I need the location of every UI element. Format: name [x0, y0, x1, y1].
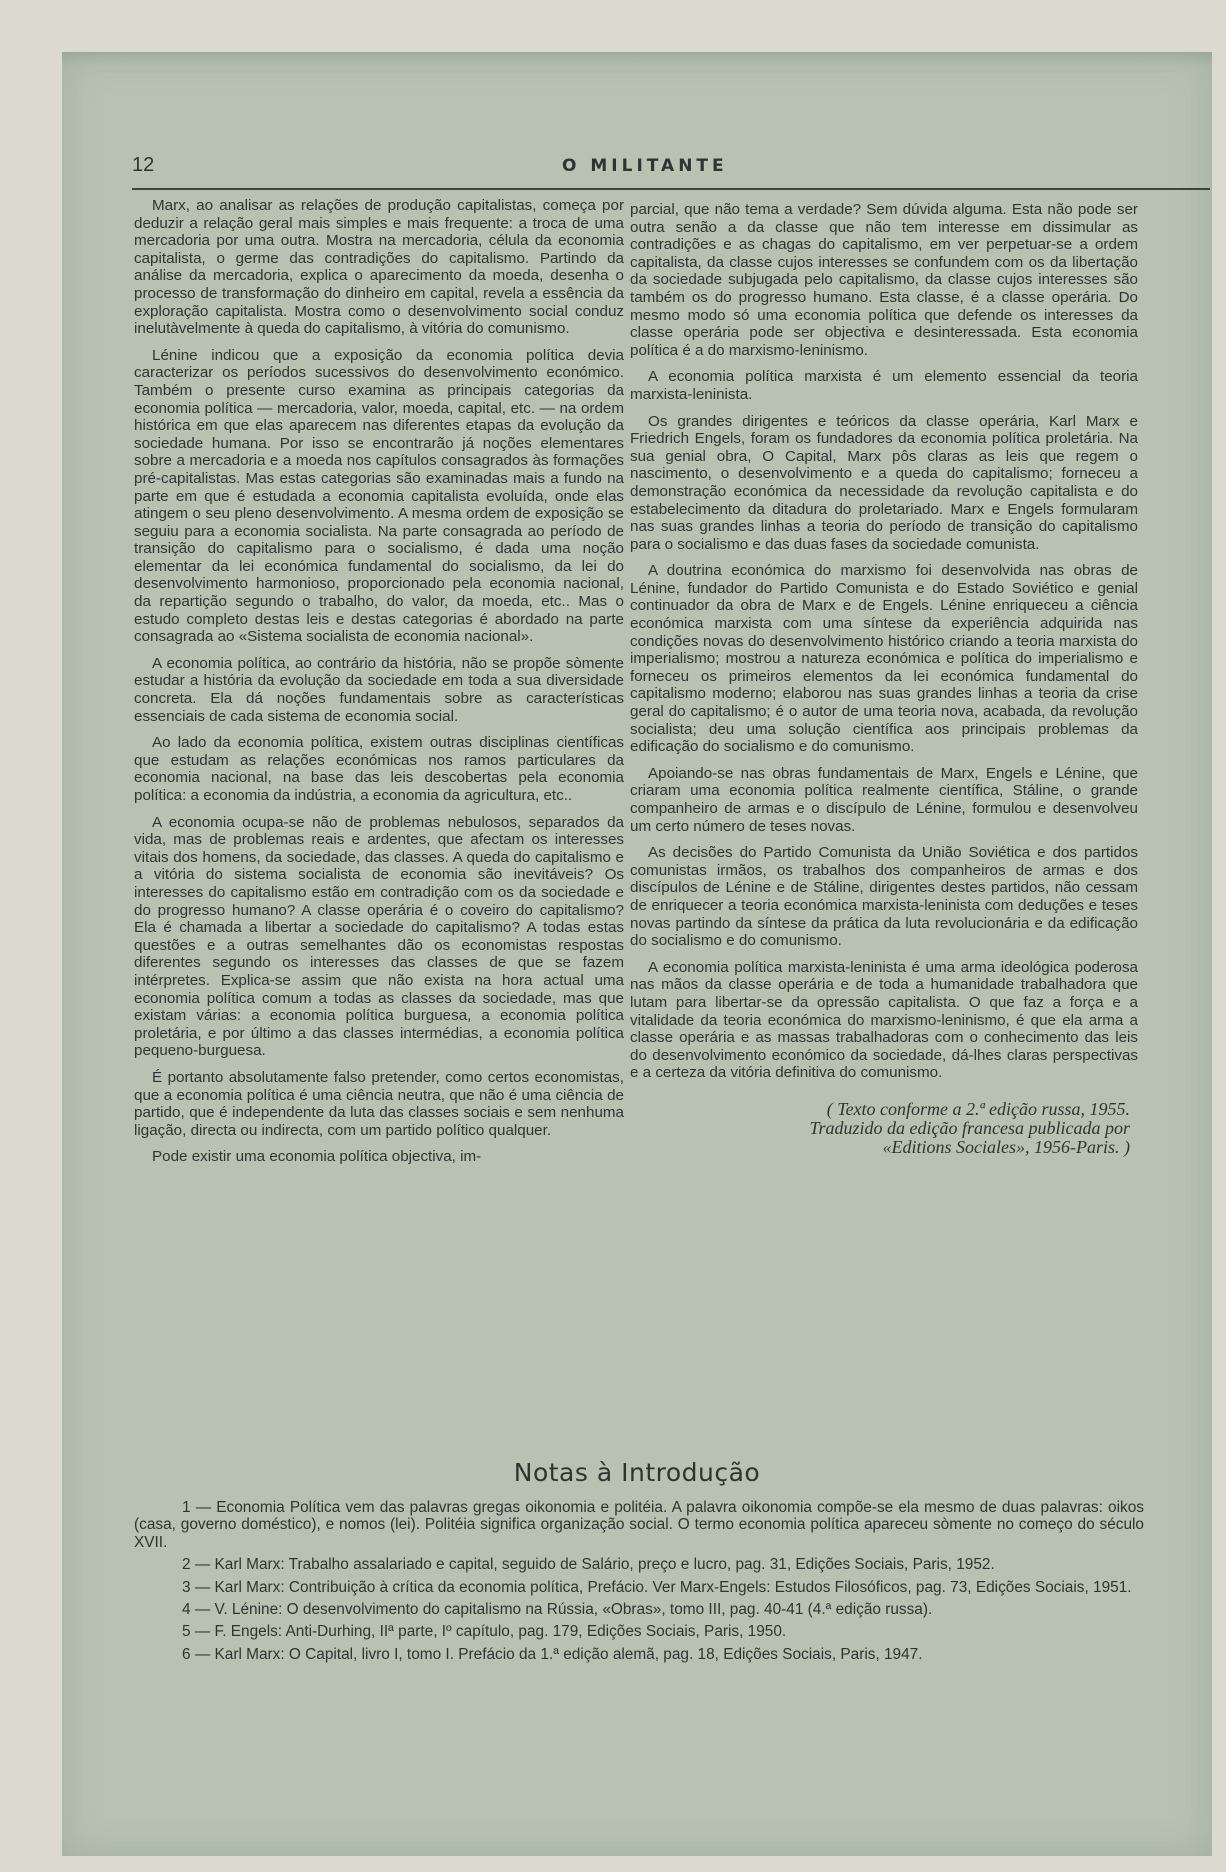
paragraph: As decisões do Partido Comunista da União Soviética e dos partidos comunistas irmãos, os trabalhos dos companheiros de armas e dos discípulos de Lénine e de Stáline, dirigentes destes partidos, não cessam de enriquecer a teoria económica marxista-leninista com deduções e teses novas partindo da síntese da prática da luta revolucionária e da edificação do socialismo e do comunismo.: [630, 844, 1138, 950]
paragraph: A economia política marxista é um elemento essencial da teoria marxista-leninista.: [630, 368, 1138, 403]
paragraph: A economia política, ao contrário da história, não se propõe sòmente estudar a história da evolução da sociedade em toda a sua diversidade concreta. Ela dá noções fundamentais sobre as características essenciais de cada sistema de economia social.: [134, 654, 624, 725]
source-note: [630, 1100, 1138, 1157]
note-item: 5 — F. Engels: Anti-Durhing, IIª parte, Iº capítulo, pag. 179, Edições Sociais, Paris, 1950.: [182, 1623, 787, 1641]
publication-title: O MILITANTE: [562, 156, 728, 176]
notes-list: [134, 1499, 1144, 1668]
header-rule: [132, 188, 1210, 190]
note-item: 1 — Economia Política vem das palavras gregas oikonomia e politéia. A palavra oikonomia compõe-se ela mesmo de duas palavras: oikos (casa, governo doméstico), e nomos (lei). Politéia significa organização social. O termo economia política apareceu sòmente no começo do século XVII.: [134, 1499, 1144, 1551]
source-note-line: ( Texto conforme a 2.ª edição russa, 1955.: [826, 1098, 1130, 1119]
source-note-line: «Editions Sociales», 1956-Paris. ): [882, 1136, 1130, 1157]
page-number: 12: [132, 154, 155, 176]
paragraph: Os grandes dirigentes e teóricos da classe operária, Karl Marx e Friedrich Engels, foram os fundadores da economia política proletária. Na sua genial obra, O Capital, Marx pôs claras as leis que regem o nascimento, o desenvolvimento e a queda do capitalismo; forneceu a demonstração económica da necessidade da revolução capitalista e do estabelecimento da ditadura do proletariado. Marx e Engels formularam nas suas grandes linhas a teoria do período de transição do capitalismo para o socialismo e das duas fases da sociedade comunista.: [630, 412, 1138, 553]
paragraph: Apoiando-se nas obras fundamentais de Marx, Engels e Lénine, que criaram uma economia política realmente científica, Stáline, o grande companheiro de armas e o discípulo de Lénine, formulou e desenvolveu um certo número de teses novas.: [630, 764, 1138, 835]
note-item: 3 — Karl Marx: Contribuição à crítica da economia política, Prefácio. Ver Marx-Engels: Estudos Filosóficos, pag. 73, Edições Sociais, 1951.: [182, 1578, 1132, 1596]
paragraph: A economia ocupa-se não de problemas nebulosos, separados da vida, mas de problemas reais e ardentes, que afectam os interesses vitais dos homens, da sociedade, das classes. A queda do capitalismo e a vitória do sistema socialista de economia são inevitáveis? Os interesses do capitalismo estão em contradição com os da sociedade e do progresso humano? A classe operária é o coveiro do capitalismo? Ela é chamada a libertar a sociedade do capitalismo? A todas estas questões e a outras semelhantes dão os economistas respostas diferentes segundo os interesses das classes de que se fazem intérpretes. Explica-se assim que não exista na hora actual uma economia política comum a todas as classes da sociedade, mas que existam várias: a economia política burguesa, a economia política proletária, e por último a das classes intermédias, a economia política pequeno-burguesa.: [134, 813, 624, 1060]
paragraph: Pode existir uma economia política objectiva, im-: [152, 1148, 482, 1166]
paragraph: Lénine indicou que a exposição da economia política devia caracterizar os períodos sucessivos do desenvolvimento económico. Também o presente curso examina as principais categorias da economia política — mercadoria, valor, moeda, capital, etc. — na ordem histórica em que elas aparecem nas diferentes etapas da evolução da sociedade humana. Por isso se encontrarão já noções elementares sobre a mercadoria e a moeda nos capítulos consagrados às formações pré-capitalistas. Mas estas categorias são examinadas mais a fundo na parte em que é estudada a economia capitalista evoluída, onde elas atingem o seu pleno desenvolvimento. A mesma ordem de exposição se seguiu para a economia socialista. Na parte consagrada ao período de transição do capitalismo para o socialismo, é dada uma noção elementar da lei económica fundamental do socialismo, da lei do desenvolvimento harmonioso, proporcionado pela economia nacional, da repartição segundo o trabalho, do valor, da moeda, etc.. Mas o estudo completo destas leis e destas categorias é abordado na parte consagrada ao «Sistema socialista de economia nacional».: [134, 346, 624, 646]
right-column: [630, 201, 1138, 1157]
newspaper-page: [62, 52, 1212, 1856]
paragraph: Marx, ao analisar as relações de produção capitalistas, começa por deduzir a relação geral mais simples e mais frequente: a troca de uma mercadoria por uma outra. Mostra na mercadoria, célula da economia capitalista, o germe das contradições do capitalismo. Partindo da análise da mercadoria, explica o aparecimento da moeda, desenha o processo de transformação do dinheiro em capital, revela a essência da exploração capitalista. Mostra como o desenvolvimento social conduz inelutàvelmente à queda do capitalismo, à vitória do comunismo.: [134, 197, 624, 338]
paragraph: A doutrina económica do marxismo foi desenvolvida nas obras de Lénine, fundador do Partido Comunista e do Estado Soviético e genial continuador da obra de Marx e de Engels. Lénine enriqueceu a ciência económica marxista com uma síntese da experiência adquirida nas condições novas do desenvolvimento histórico criando a teoria marxista do imperialismo; mostrou a natureza económica e política do imperialismo e forneceu os primeiros elementos da lei económica fundamental do capitalismo moderno; elaborou nas suas grandes linhas a teoria da crise geral do capitalismo; é o autor de uma teoria nova, acabada, da revolução socialista; deu uma solução científica aos principais problemas da edificação do socialismo e do comunismo.: [630, 562, 1138, 756]
note-item: 4 — V. Lénine: O desenvolvimento do capitalismo na Rússia, «Obras», tomo III, pag. 40-41 (4.ª edição russa).: [182, 1601, 933, 1619]
paragraph: A economia política marxista-leninista é uma arma ideológica poderosa nas mãos da classe operária e de toda a humanidade trabalhadora que lutam para libertar-se da opressão capitalista. O que faz a força e a vitalidade da teoria económica do marxismo-leninismo, é que ela arma a classe operária e as massas trabalhadoras com o conhecimento das leis do desenvolvimento económico da sociedade, dá-lhes claras perspectivas e a certeza da vitória definitiva do comunismo.: [630, 958, 1138, 1082]
paragraph: Ao lado da economia política, existem outras disciplinas científicas que estudam as relações económicas nos ramos particulares da economia nacional, na base das leis descobertas pela economia política: a economia da indústria, a economia da agricultura, etc..: [134, 734, 624, 804]
source-note-line: Traduzido da edição francesa publicada por: [809, 1117, 1130, 1138]
left-column: [134, 197, 624, 1175]
paragraph: É portanto absolutamente falso pretender, como certos economistas, que a economia política é uma ciência neutra, que não é uma ciência de partido, que é independente da luta das classes sociais e sem nenhuma ligação, directa ou indirecta, com um partido político qualquer.: [134, 1068, 624, 1139]
note-item: 6 — Karl Marx: O Capital, livro I, tomo I. Prefácio da 1.ª edição alemã, pag. 18, Edições Sociais, Paris, 1947.: [182, 1645, 923, 1663]
note-item: 2 — Karl Marx: Trabalho assalariado e capital, seguido de Salário, preço e lucro, pag. 31, Edições Sociais, Paris, 1952.: [182, 1556, 995, 1574]
paragraph: parcial, que não tema a verdade? Sem dúvida alguma. Esta não pode ser outra senão a da classe que não tem interesse em dissimular as contradições e as chagas do capitalismo, em ver perpetuar-se a ordem capitalista, da classe cujos interesses se confundem com os da libertação da sociedade subjugada pelo capitalismo, da classe cujos interesses são também os do progresso humano. Esta classe, é a classe operária. Do mesmo modo só uma economia política que defende os interesses da classe operária pode ser objectiva e desinteressada. Esta economia política é a do marxismo-leninismo.: [630, 201, 1138, 359]
notes-heading: Notas à Introdução: [513, 1458, 761, 1487]
page-header: [132, 154, 1212, 194]
